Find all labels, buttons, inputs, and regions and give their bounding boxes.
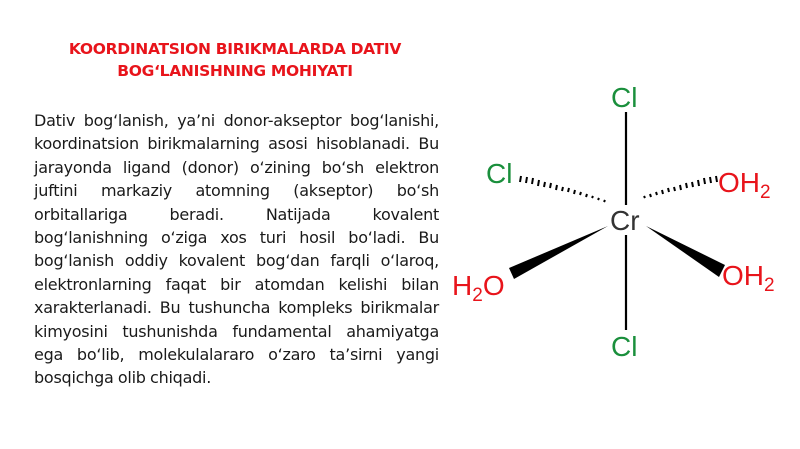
- atom-center-cr: Cr: [610, 205, 640, 236]
- atom-top-cl: Cl: [611, 82, 638, 113]
- atom-lower-right-oh2: OH2: [722, 260, 775, 296]
- atom-upper-left-cl: Cl: [486, 158, 513, 189]
- hashed-bond-upper-left: [520, 176, 605, 202]
- hashed-bond-upper-right: [644, 176, 717, 198]
- wedge-bond-lower-right: [646, 226, 725, 277]
- slide-title-line-2: BOG‘LANISHNING MOHIYATI: [117, 62, 353, 80]
- body-paragraph: Dativ bog‘lanish, ya’ni donor-akseptor bog‘lanishi, koordinatsion birikmalarning asosi hisoblanadi. Bu jarayonda ligand (donor) o‘zining bo‘sh elektron juftini markaziy atomning (akseptor) bo‘sh orbitallariga beradi. Natijada kovalent bog‘lanishning o‘ziga xos turi hosil bo‘ladi. Bu bog‘lanish oddiy kovalent bog‘dan farqli o‘laroq, elektronlarning faqat bir atomdan kelishi bilan xarakterlanadi. Bu tushuncha kompleks birikmalar kimyosini tushunishda fundamental ahamiyatga ega bo‘lib, molekulalararo o‘zaro ta’sirni yangi bosqichga olib chiqadi.: [34, 111, 439, 388]
- wedge-bond-lower-left: [509, 226, 608, 279]
- slide-title: [30, 38, 440, 82]
- atom-lower-left-h2o: H2O: [452, 270, 505, 306]
- atom-upper-right-oh2: OH2: [718, 167, 771, 203]
- atom-bottom-cl: Cl: [611, 331, 638, 362]
- molecule-diagram: [440, 60, 800, 390]
- slide-title-line-1: KOORDINATSION BIRIKMALARDA DATIV: [68, 40, 402, 58]
